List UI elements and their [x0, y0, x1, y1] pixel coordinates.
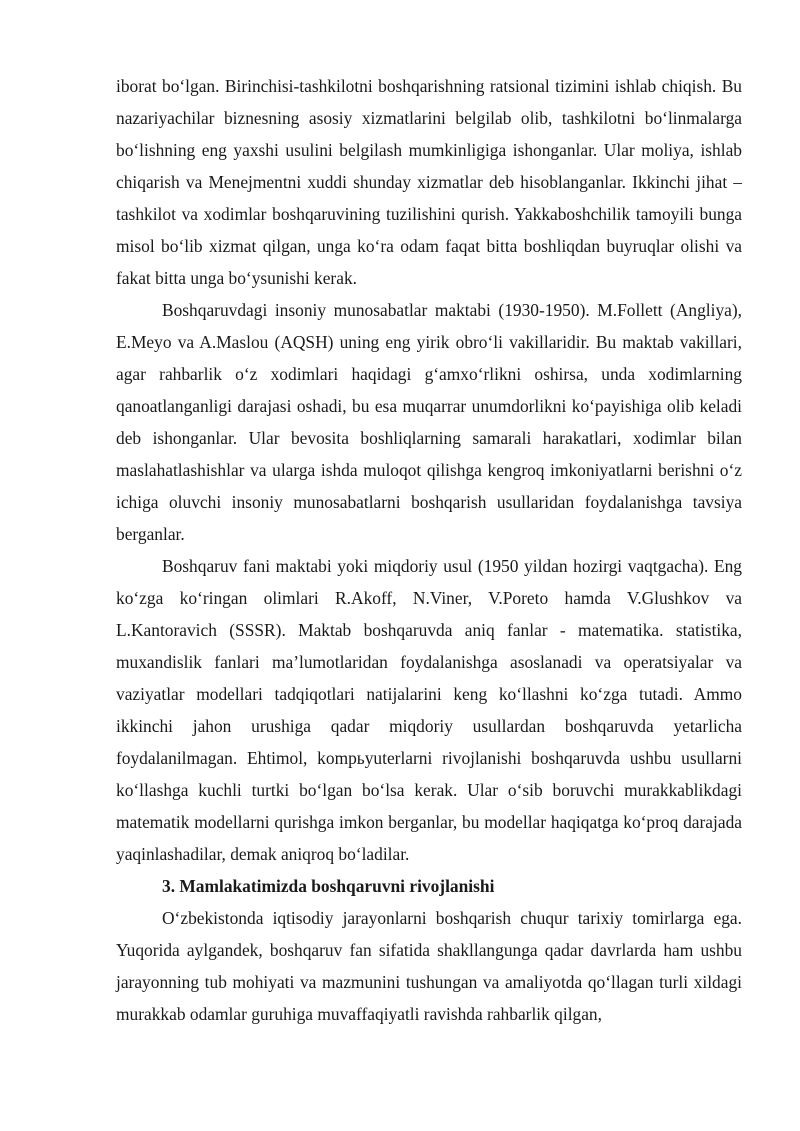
- document-page: [116, 70, 742, 1030]
- section-heading: 3. Mamlakatimizda boshqaruvni rivojlanishi: [162, 876, 495, 896]
- paragraph-human-relations-school: Boshqaruvdagi insoniy munosabatlar maktabi (1930-1950). M.Follett (Angliya), E.Meyo va A.Maslou (AQSH) uning eng yirik obro‘li vakillaridir. Bu maktab vakillari, agar rahbarlik o‘z xodimlari haqidagi g‘amxo‘rlikni oshirsa, unda xodimlarning qanoatlanganligi darajasi oshadi, bu esa muqarrar unumdorlikni ko‘payishiga olib keladi deb ishonganlar. Ular bevosita boshliqlarning samarali harakatlari, xodimlar bilan maslahatlashishlar va ularga ishda muloqot qilishga kengroq imkoniyatlarni berishni o‘z ichiga oluvchi insoniy munosabatlarni boshqarish usullaridan foydalanishga tavsiya berganlar.: [116, 300, 742, 544]
- paragraph-management-science-school: Boshqaruv fani maktabi yoki miqdoriy usul (1950 yildan hozirgi vaqtgacha). Eng ko‘zga ko‘ringan olimlari R.Akoff, N.Viner, V.Poreto hamda V.Glushkov va L.Kantoravich (SSSR). Maktab boshqaruvda aniq fanlar - matematika. statistika, muxandislik fanlari ma’lumotlaridan foydalanishga asoslanadi va operatsiyalar va vaziyatlar modellari tadqiqotlari natijalarini keng ko‘llashni ko‘zga tutadi. Ammo ikkinchi jahon urushiga qadar miqdoriy usullardan boshqaruvda yetarlicha foydalanilmagan. Ehtimol, kompьyuterlarni rivojlanishi boshqaruvda ushbu usullarni ko‘llashga kuchli turtki bo‘lgan bo‘lsa kerak. Ular o‘sib boruvchi murakkablikdagi matematik modellarni qurishga imkon berganlar, bu modellar haqiqatga ko‘proq darajada yaqinlashadilar, demak aniqroq bo‘ladilar.: [116, 556, 742, 864]
- paragraph-uzbekistan-management: O‘zbekistonda iqtisodiy jarayonlarni boshqarish chuqur tarixiy tomirlarga ega. Yuqorida aylgandek, boshqaruv fan sifatida shakllangunga qadar davrlarda ham ushbu jarayonning tub mohiyati va mazmunini tushungan va amaliyotda qo‘llagan turli xildagi murakkab odamlar guruhiga muvaffaqiyatli ravishda rahbarlik qilgan,: [116, 908, 742, 1024]
- paragraph-continuation: iborat bo‘lgan. Birinchisi-tashkilotni boshqarishning ratsional tizimini ishlab chiqish. Bu nazariyachilar biznesning asosiy xizmatlarini belgilab olib, tashkilotni bo‘linmalarga bo‘lishning eng yaxshi usulini belgilash mumkinligiga ishonganlar. Ular moliya, ishlab chiqarish va Menejmentni xuddi shunday xizmatlar deb hisoblanganlar. Ikkinchi jihat – tashkilot va xodimlar boshqaruvining tuzilishini qurish. Yakkaboshchilik tamoyili bunga misol bo‘lib xizmat qilgan, unga ko‘ra odam faqat bitta boshliqdan buyruqlar olishi va fakat bitta unga bo‘ysunishi kerak.: [116, 76, 742, 288]
